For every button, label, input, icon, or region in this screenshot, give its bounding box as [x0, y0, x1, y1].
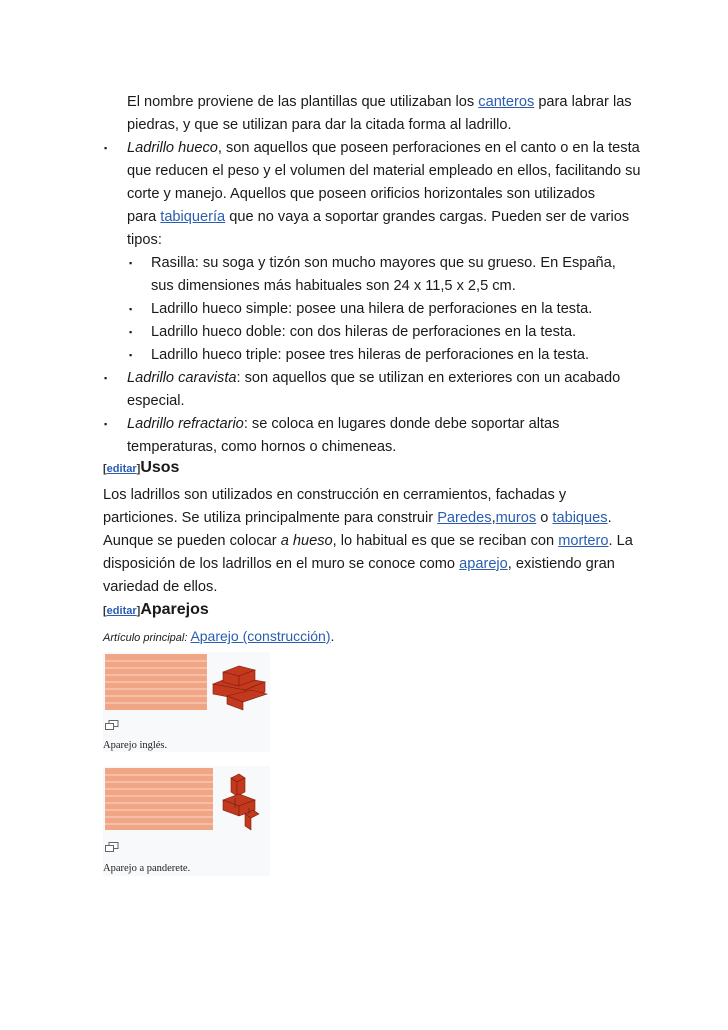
- bracket: [: [103, 605, 107, 617]
- text: para: [127, 209, 161, 225]
- text: ,: [491, 510, 496, 526]
- magnify-icon[interactable]: [105, 842, 119, 852]
- term: Ladrillo caravista: [127, 370, 237, 386]
- bullet-icon: ▪: [129, 258, 133, 268]
- sublist-item-text: Rasilla: su soga y tizón son mucho mayores que su grueso. En España,: [151, 255, 616, 271]
- term: Ladrillo refractario: [127, 416, 244, 432]
- bracket: [: [103, 463, 107, 475]
- paragraph-line: Los ladrillos son utilizados en construcción en cerramientos, fachadas y: [103, 487, 567, 503]
- text: para labrar las: [534, 94, 632, 110]
- sublist-item-text: Ladrillo hueco triple: posee tres hileras de perforaciones en la testa.: [151, 347, 590, 363]
- text: , lo habitual es que se reciban con: [332, 533, 559, 549]
- term: Ladrillo hueco: [127, 140, 218, 156]
- list-item-text: [127, 138, 640, 158]
- paragraph-line: variedad de ellos.: [103, 579, 218, 595]
- text: : son aquellos que se utilizan en exteriores con un acabado: [236, 370, 621, 386]
- bullet-icon: ▪: [129, 327, 133, 337]
- edit-section: [103, 605, 140, 617]
- text: o: [536, 510, 553, 526]
- link-muros[interactable]: muros: [495, 510, 537, 526]
- section-heading-usos: [103, 458, 179, 479]
- list-item-text: [127, 368, 620, 388]
- text: Artículo principal:: [103, 632, 188, 644]
- heading-text: Aparejos: [140, 601, 209, 618]
- sublist-item-text: Ladrillo hueco simple: posee una hilera de perforaciones en la testa.: [151, 301, 593, 317]
- brick-wall-image[interactable]: [105, 768, 270, 834]
- list-item-text: [127, 207, 629, 227]
- link-aparejo-construccion[interactable]: Aparejo (construcción): [190, 628, 331, 644]
- section-heading-aparejos: [103, 600, 209, 621]
- list-item-text: [127, 92, 632, 112]
- list-item-text: temperaturas, como hornos o chimeneas.: [127, 439, 397, 455]
- link-mortero[interactable]: mortero: [558, 533, 609, 549]
- list-item-text: corte y manejo. Aquellos que poseen orificios horizontales son utilizados: [127, 186, 596, 202]
- text: : se coloca en lugares donde debe soportar altas: [243, 416, 560, 432]
- link-tabiqueria[interactable]: tabiquería: [160, 209, 226, 225]
- bullet-icon: ▪: [104, 419, 108, 429]
- bullet-icon: ▪: [104, 143, 108, 153]
- link-paredes[interactable]: Paredes: [437, 510, 492, 526]
- figure-caption: Aparejo a panderete.: [103, 863, 191, 874]
- link-tabiques[interactable]: tabiques: [552, 510, 608, 526]
- bullet-icon: ▪: [129, 304, 133, 314]
- main-article-note: [103, 628, 334, 646]
- text: , existiendo gran: [507, 556, 615, 572]
- figure-aparejo-ingles: [103, 652, 270, 752]
- bracket: ]: [136, 605, 141, 617]
- bracket: ]: [136, 463, 141, 475]
- paragraph-line: [103, 508, 612, 528]
- bullet-icon: ▪: [104, 373, 108, 383]
- text: . La: [608, 533, 633, 549]
- brick-wall-image[interactable]: [105, 654, 270, 714]
- list-item-text: piedras, y que se utilizan para dar la citada forma al ladrillo.: [127, 117, 512, 133]
- list-item-text: tipos:: [127, 232, 162, 248]
- paragraph-line: [103, 531, 633, 551]
- edit-link[interactable]: editar: [106, 605, 137, 617]
- figure-aparejo-panderete: [103, 766, 270, 876]
- link-canteros[interactable]: canteros: [478, 94, 535, 110]
- list-item-text: [127, 414, 559, 434]
- bullet-icon: ▪: [129, 350, 133, 360]
- text: , son aquellos que poseen perforaciones en el canto o en la testa: [217, 140, 640, 156]
- figure-caption: Aparejo inglés.: [103, 740, 168, 751]
- heading-text: Usos: [140, 459, 180, 476]
- list-item-text: especial.: [127, 393, 185, 409]
- text: disposición de los ladrillos en el muro se conoce como: [103, 556, 460, 572]
- sublist-item-text: sus dimensiones más habituales son 24 x 11,5 x 2,5 cm.: [151, 278, 516, 294]
- text: Aunque se pueden colocar: [103, 533, 281, 549]
- text: que no vaya a soportar grandes cargas. Pueden ser de varios: [225, 209, 630, 225]
- link-aparejo[interactable]: aparejo: [459, 556, 508, 572]
- text: particiones. Se utiliza principalmente para construir: [103, 510, 438, 526]
- edit-section: [103, 463, 140, 475]
- sublist-item-text: Ladrillo hueco doble: con dos hileras de perforaciones en la testa.: [151, 324, 577, 340]
- emphasis: a hueso: [280, 533, 333, 549]
- magnify-icon[interactable]: [105, 720, 119, 730]
- text: .: [330, 628, 335, 644]
- list-item-text: que reducen el peso y el volumen del material empleado en ellos, facilitando su: [127, 163, 641, 179]
- text: El nombre proviene de las plantillas que utilizaban los: [127, 94, 479, 110]
- edit-link[interactable]: editar: [106, 463, 137, 475]
- text: .: [607, 510, 612, 526]
- paragraph-line: [103, 554, 615, 574]
